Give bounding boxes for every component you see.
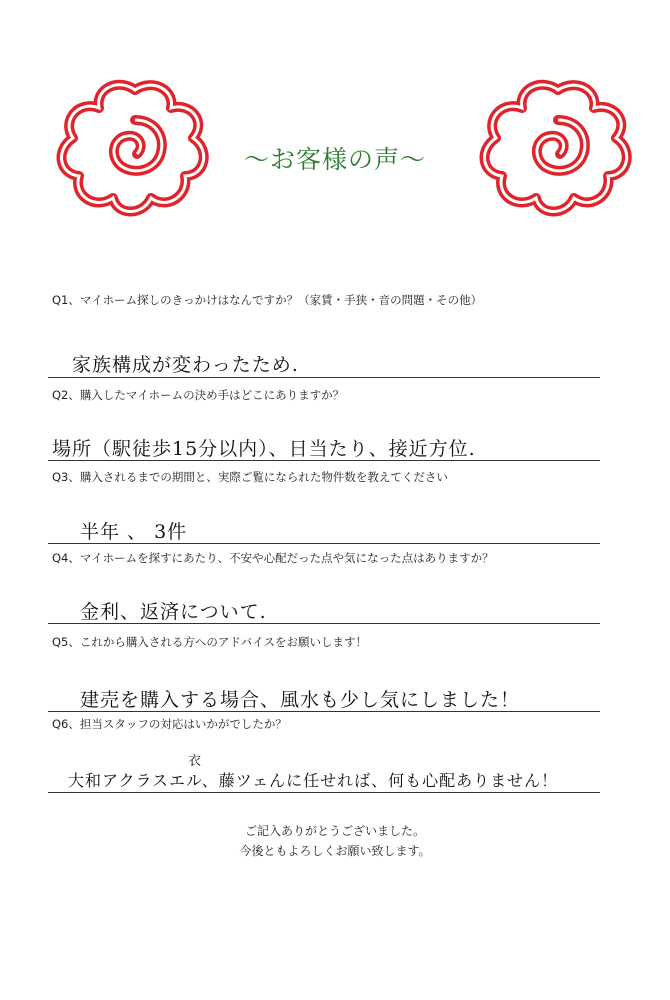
- answer-4: 金利、返済について.: [80, 601, 267, 623]
- question-3: Q3、購入されるまでの期間と、実際ご覧になられた物件数を教えてください: [52, 470, 448, 484]
- question-6: Q6、担当スタッフの対応はいかがでしたか？: [52, 717, 287, 731]
- question-4: Q4、マイホームを探すにあたり、不安や心配だった点や気になった点はありますか？: [52, 551, 494, 565]
- answer-4-underline: [48, 623, 600, 624]
- answer-3-underline: [48, 543, 600, 544]
- answer-2: 場所（駅徒歩15分以内）、日当たり、接近方位.: [52, 438, 476, 460]
- closing-thanks: ご記入ありがとうございました。: [244, 824, 425, 838]
- page-title: 〜お客様の声〜: [243, 145, 426, 174]
- answer-5-underline: [48, 711, 600, 712]
- answer-1: 家族構成が変わったため.: [72, 354, 299, 376]
- answer-5: 建売を購入する場合、風水も少し気にしました！: [80, 689, 521, 711]
- question-5: Q5、これから購入される方へのアドバイスをお願いします！: [52, 635, 368, 649]
- question-2: Q2、購入したマイホームの決め手はどこにありますか？: [52, 388, 345, 402]
- answer-6: 大和アクラスエル、藤ツェんに任せれば、何も心配ありません！: [68, 771, 559, 790]
- answer-6-underline: [48, 792, 600, 793]
- answer-6-ruby: 衣: [188, 754, 202, 769]
- answer-1-underline: [48, 377, 600, 378]
- closing-regards: 今後ともよろしくお願い致します。: [239, 844, 431, 858]
- answer-3: 半年 、 3件: [80, 521, 188, 543]
- answer-2-underline: [48, 460, 600, 461]
- question-1: Q1、マイホーム探しのきっかけはなんですか？（家賃・手狭・音の問題・その他）: [52, 293, 483, 307]
